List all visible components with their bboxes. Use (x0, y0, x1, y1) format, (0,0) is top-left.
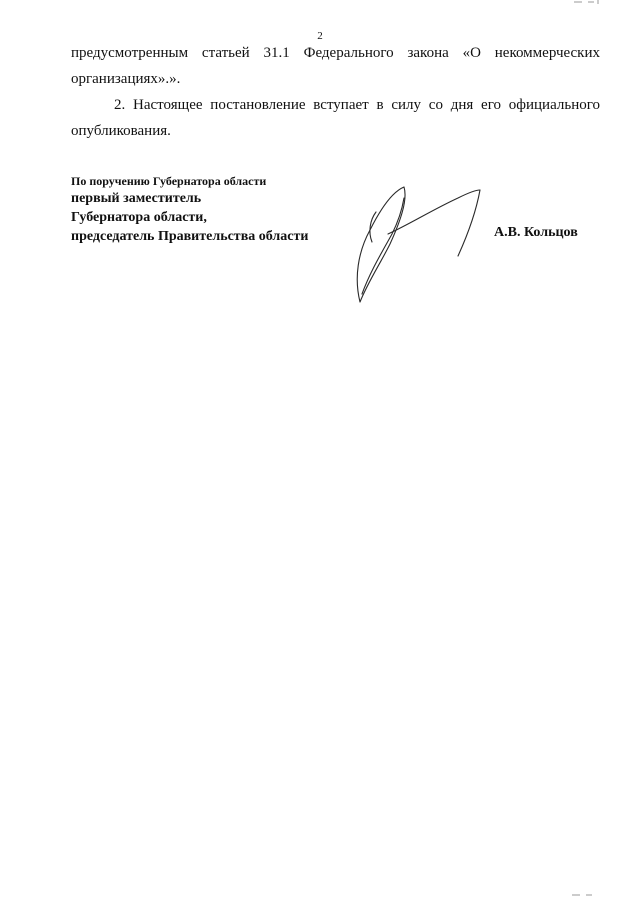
signature-authority-line: По поручению Губернатора области (71, 174, 267, 188)
signer-name: А.В. Кольцов (494, 225, 578, 240)
handwritten-signature (348, 182, 498, 304)
signature-block (71, 173, 308, 246)
signature-position-line-1: первый заместитель (71, 191, 202, 206)
paragraph-effective-date: 2. Настоящее постановление вступает в силу со дня его официального опубликования. (71, 97, 600, 139)
page-number: 2 (317, 30, 323, 42)
paragraph-continuation: предусмотренным статьей 31.1 Федерального закона «О некоммерческих организациях».». (71, 45, 600, 87)
signature-position-line-3: председатель Правительства области (71, 229, 309, 244)
corner-scan-mark-top (574, 0, 602, 4)
signature-position-line-2: Губернатора области, (71, 210, 207, 225)
corner-scan-mark-bottom (572, 893, 600, 897)
